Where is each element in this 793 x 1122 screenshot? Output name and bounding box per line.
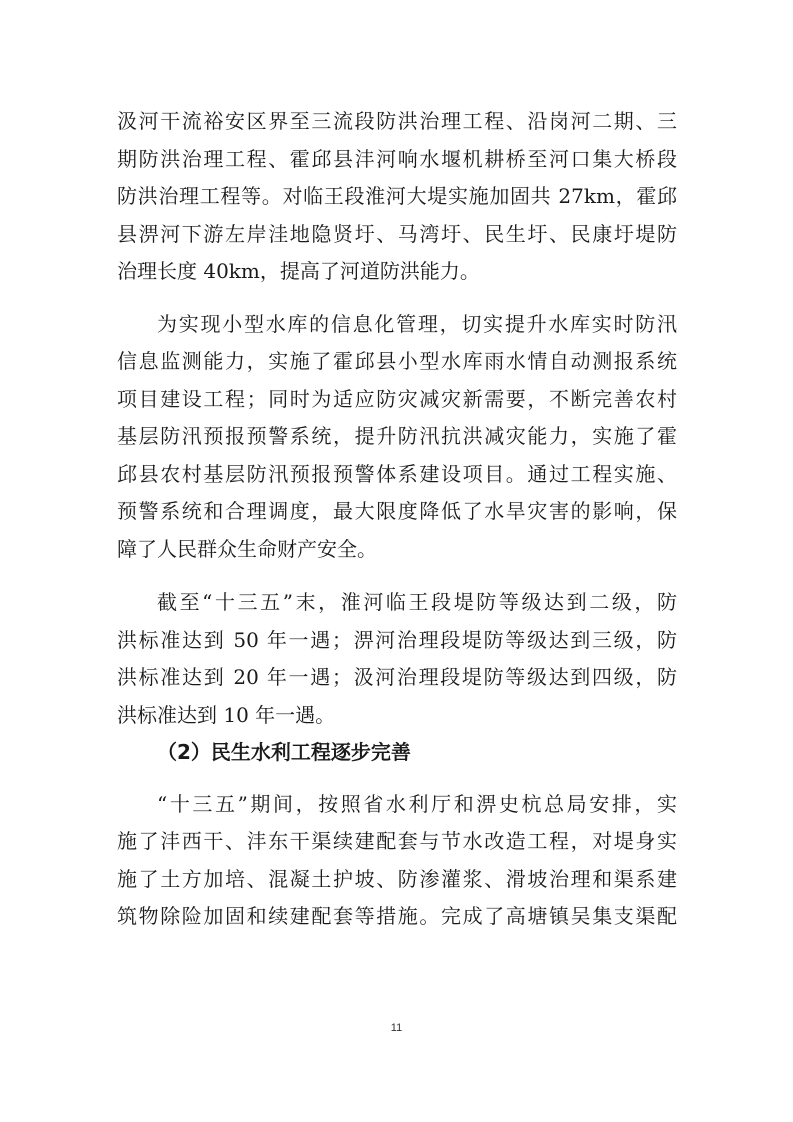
text-line: 汲河干流裕安区界至三流段防洪治理工程、沿岗河二期、三 [117,109,677,133]
text-line: 施了沣西干、沣东干渠续建配套与节水改造工程，对堤身实 [117,829,677,853]
text-line: 截至“十三五”末，淮河临王段堤防等级达到二级，防 [157,590,677,614]
page-number: 11 [390,1022,403,1034]
section-heading: （2）民生水利工程逐步完善 [157,740,411,764]
text-line: 施了土方加培、混凝土护坡、防渗灌浆、滑坡治理和渠系建 [117,866,677,891]
text-line: 洪标准达到 20 年一遇；汲河治理段堤防等级达到四级，防 [117,665,677,689]
text-line: 洪标准达到 10 年一遇。 [117,702,336,727]
paragraph-reservoir-information [117,306,677,569]
text-line: 项目建设工程；同时为适应防灾减灾新需要，不断完善农村 [117,386,677,411]
text-line: 防洪治理工程等。对临王段淮河大堤实施加固共 27km，霍邱 [117,184,677,208]
paragraph-flood-standards [117,584,677,734]
text-line: “十三五”期间，按照省水利厅和淠史杭总局安排，实 [157,791,677,816]
text-line: 筑物除险加固和续建配套等措施。完成了高塘镇吴集支渠配 [117,904,677,928]
text-line: 为实现小型水库的信息化管理，切实提升水库实时防汛 [157,311,677,336]
paragraph-flood-control-projects [117,103,677,291]
text-line: 预警系统和合理调度，最大限度降低了水旱灾害的影响，保 [117,499,677,523]
text-line: 基层防汛预报预警系统，提升防汛抗洪减灾能力，实施了霍 [117,424,677,448]
document-body [117,103,677,936]
text-line: 治理长度 40km，提高了河道防洪能力。 [117,259,480,283]
text-line: 洪标准达到 50 年一遇；淠河治理段堤防等级达到三级，防 [117,627,677,652]
text-line: 期防洪治理工程、霍邱县沣河响水堰机耕桥至河口集大桥段 [117,146,677,171]
paragraph-irrigation-projects [117,786,677,936]
text-line: 邱县农村基层防汛预报预警体系建设项目。通过工程实施、 [117,461,677,486]
text-line: 县淠河下游左岸洼地隐贤圩、马湾圩、民生圩、民康圩堤防 [117,221,677,246]
text-line: 信息监测能力，实施了霍邱县小型水库雨水情自动测报系统 [117,349,677,373]
text-line: 障了人民群众生命财产安全。 [117,536,377,561]
